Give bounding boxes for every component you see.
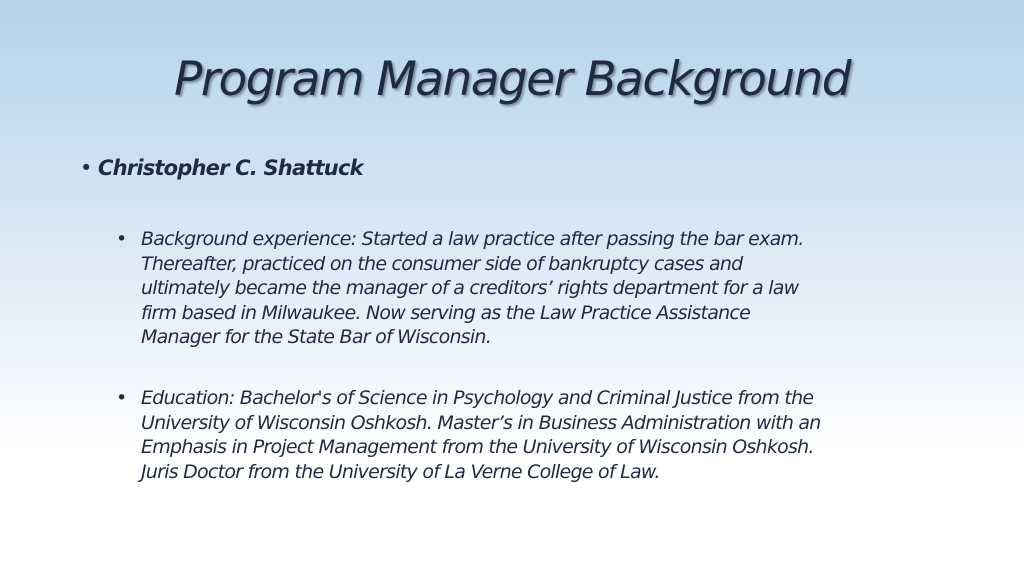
- text-line: Background experience: Started a law practice after passing the bar exam.: [141, 228, 804, 250]
- education-text: [141, 386, 976, 484]
- background-experience-text: [141, 227, 976, 350]
- slide-title: Program Manager Background: [174, 52, 850, 107]
- text-line: Juris Doctor from the University of La Verne College of Law.: [141, 460, 660, 483]
- bullet-icon: •: [116, 387, 127, 409]
- bullet-education: [116, 386, 976, 484]
- text-line: Education: Bachelor's of Science in Psychology and Criminal Justice from the: [141, 387, 814, 409]
- bullet-person: [80, 156, 363, 180]
- text-line: firm based in Milwaukee. Now serving as the Law Practice Assistance: [141, 301, 751, 324]
- bullet-background-experience: [116, 227, 976, 350]
- bullet-icon: •: [116, 228, 127, 250]
- bullet-icon: •: [80, 156, 92, 180]
- text-line: ultimately became the manager of a creditors’ rights department for a law: [141, 277, 799, 299]
- text-line: Manager for the State Bar of Wisconsin.: [141, 326, 492, 348]
- text-line: University of Wisconsin Oshkosh. Master’s in Business Administration with an: [141, 411, 821, 434]
- person-name: Christopher C. Shattuck: [98, 156, 363, 180]
- text-line: Thereafter, practiced on the consumer side of bankruptcy cases and: [141, 252, 743, 275]
- text-line: Emphasis in Project Management from the University of Wisconsin Oshkosh.: [141, 436, 814, 458]
